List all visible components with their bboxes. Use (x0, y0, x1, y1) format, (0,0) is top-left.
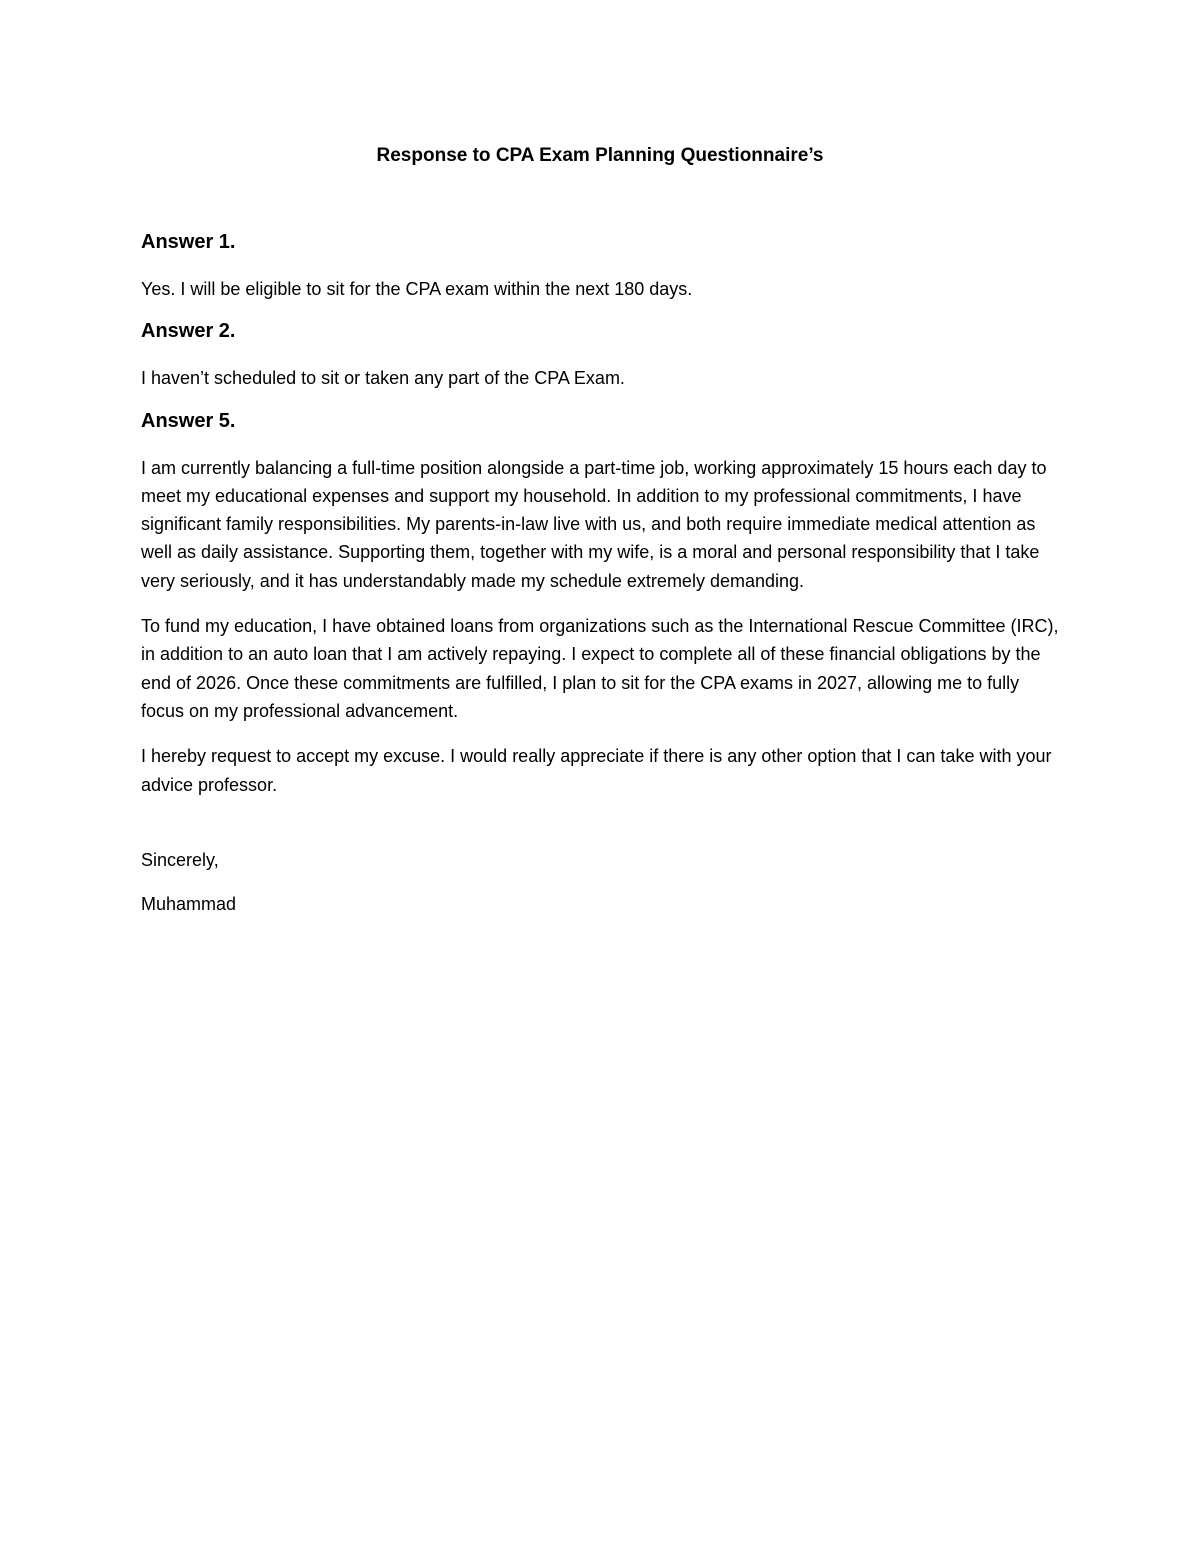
document-title: Response to CPA Exam Planning Questionnaire’s (376, 145, 824, 166)
answer-5-heading: Answer 5. (141, 409, 236, 432)
answer-5-paragraph: I hereby request to accept my excuse. I would really appreciate if there is any other option that I can take with your advice professor. (141, 746, 1052, 795)
answer-5-paragraph: I am currently balancing a full-time position alongside a part-time job, working approximately 15 hours each day to meet my educational expenses and support my household. In addition to my professional commitments, I have significant family responsibilities. My parents-in-law live with us, and both require immediate medical attention as well as daily assistance. Supporting them, together with my wife, is a moral and personal responsibility that I take very seriously, and it has understandably made my schedule extremely demanding. (141, 457, 1047, 591)
signature-name: Muhammad (141, 893, 237, 914)
closing-line: Sincerely, (141, 849, 219, 870)
answer-1-heading: Answer 1. (141, 231, 236, 253)
answer-2-heading: Answer 2. (141, 320, 236, 343)
document-body (141, 142, 1059, 918)
answer-5-paragraph: To fund my education, I have obtained loans from organizations such as the International Rescue Committee (IRC), in addition to an auto loan that I am actively repaying. I expect to complete all of these financial obligations by the end of 2026. Once these commitments are fulfilled, I plan to sit for the CPA exams in 2027, allowing me to fully focus on my professional advancement. (141, 616, 1059, 721)
answer-2-paragraph: I haven’t scheduled to sit or taken any part of the CPA Exam. (141, 368, 625, 389)
answer-1-paragraph: Yes. I will be eligible to sit for the CPA exam within the next 180 days. (141, 279, 693, 299)
